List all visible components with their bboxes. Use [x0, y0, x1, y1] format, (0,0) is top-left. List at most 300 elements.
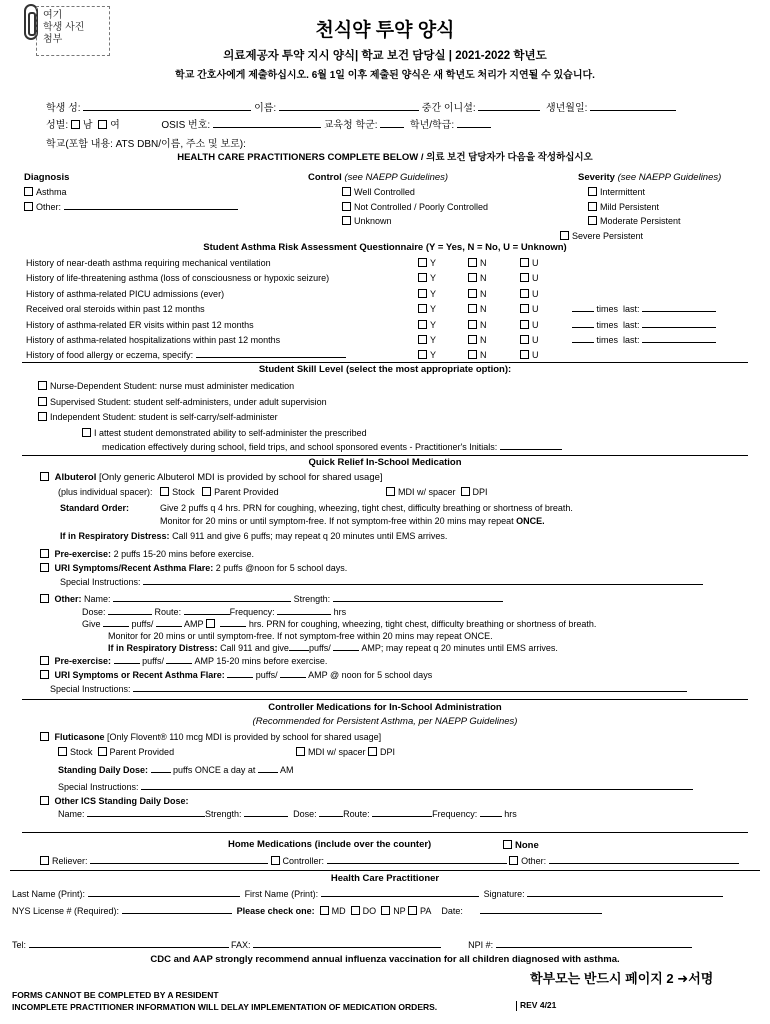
stock-label: Stock — [172, 487, 195, 497]
pre-exercise-row — [40, 549, 254, 559]
unknown-label: U — [532, 335, 539, 345]
albuterol-parent-checkbox[interactable] — [202, 487, 211, 496]
risk-no-checkbox[interactable] — [468, 289, 477, 298]
risk-question-food-row — [26, 350, 346, 360]
standing-daily-text: puffs ONCE a day at — [173, 765, 256, 775]
sex-female-label: 여 — [110, 120, 120, 131]
risk-unknown-checkbox[interactable] — [520, 335, 529, 344]
control-option-label: Not Controlled / Poorly Controlled — [354, 202, 489, 212]
times-label: times — [596, 304, 619, 314]
other-med-label: Other: — [54, 594, 82, 604]
severity-option-label: Moderate Persistent — [600, 216, 681, 226]
risk-no-checkbox[interactable] — [468, 258, 477, 267]
last-field[interactable] — [642, 342, 716, 343]
yes-label: Y — [430, 320, 437, 330]
risk-question: History of life-threatening asthma (loss of consciousness or hypoxic seizure) — [26, 273, 330, 283]
control-note: (see NAEPP Guidelines) — [344, 172, 449, 183]
interval-field[interactable] — [220, 626, 246, 627]
severity-intermittent-checkbox[interactable] — [588, 187, 597, 196]
control-title: Control — [308, 172, 342, 183]
controller-label: Controller: — [282, 856, 325, 866]
other-uri-amp-field[interactable] — [280, 677, 306, 678]
amp-checkbox[interactable] — [206, 619, 215, 628]
reliever-checkbox[interactable] — [40, 856, 49, 865]
spacer-note: (plus individual spacer): — [58, 487, 153, 497]
home-none-label: None — [515, 840, 539, 851]
hcp-first-name-field[interactable] — [321, 896, 479, 897]
puffs-label: puffs/ — [131, 619, 154, 629]
risk-question: History of near-death asthma requiring mechanical ventilation — [26, 258, 271, 268]
daily-puffs-field[interactable] — [151, 772, 171, 773]
attest-row-2 — [102, 442, 562, 452]
other-med-dose-row — [82, 607, 346, 617]
risk-unknown-checkbox[interactable] — [520, 350, 529, 359]
sex-male-label: 남 — [82, 120, 93, 131]
diagnosis-title: Diagnosis — [24, 172, 70, 183]
fluticasone-note: [Only Flovent® 110 mcg MDI is provided by school for shared usage] — [107, 732, 382, 742]
attest-row — [82, 428, 367, 438]
distress-amp-field[interactable] — [333, 650, 359, 651]
risk-no-checkbox[interactable] — [468, 304, 477, 313]
diagnosis-other-checkbox[interactable] — [24, 202, 33, 211]
reliever-field[interactable] — [90, 863, 268, 864]
hcp-signature-field[interactable] — [527, 896, 723, 897]
albuterol-mdi-checkbox[interactable] — [386, 487, 395, 496]
risk-yes-checkbox[interactable] — [418, 350, 427, 359]
pre-exercise-checkbox[interactable] — [40, 549, 49, 558]
other-uri-text: AMP @ noon for 5 school days — [308, 670, 433, 680]
skill-independent-checkbox[interactable] — [38, 412, 47, 421]
severity-mild-checkbox[interactable] — [588, 202, 597, 211]
risk-yes-checkbox[interactable] — [418, 273, 427, 282]
other-order-text: Monitor for 20 mins or until symptom-free. If not symptom-free within 20 mins may repeat ONCE. — [108, 631, 493, 641]
student-dob-label: 생년월일: — [545, 103, 588, 114]
fax-label: FAX: — [231, 940, 251, 950]
yes-label: Y — [430, 350, 437, 360]
uri-checkbox[interactable] — [40, 563, 49, 572]
puffs-label: puffs/ — [308, 643, 331, 653]
distress-row — [60, 531, 447, 541]
npi-field[interactable] — [496, 947, 692, 948]
times-field[interactable] — [572, 327, 594, 328]
daily-time-field[interactable] — [258, 772, 278, 773]
std-order-text: Monitor for 20 mins or until symptom-free. If not symptom-free within 20 mins may repeat — [160, 516, 514, 526]
risk-yes-checkbox[interactable] — [418, 304, 427, 313]
times-last-row — [572, 320, 716, 330]
risk-unknown-checkbox[interactable] — [520, 289, 529, 298]
hcp-name-row — [12, 889, 723, 899]
page-subtitle: 의료제공자 투약 지시 양식| 학교 보건 담당실 | 2021-2022 학년도 — [223, 50, 547, 62]
ics-dose-field[interactable] — [319, 816, 343, 817]
ics-name-field[interactable] — [87, 816, 205, 817]
other-order-text: hrs. PRN for coughing, wheezing, tight chest, difficulty breathing or shortness of breath. — [248, 619, 597, 629]
home-none-row — [503, 840, 539, 852]
check-one-label: Please check one: — [236, 906, 315, 916]
home-other-field[interactable] — [549, 863, 739, 864]
sex-female-checkbox[interactable] — [98, 120, 107, 129]
last-label: last: — [623, 335, 640, 345]
other-pre-row — [40, 656, 327, 666]
times-last-row — [572, 335, 716, 345]
control-option — [342, 187, 415, 197]
no-label: N — [480, 273, 487, 283]
uri-label: URI Symptoms or Recent Asthma Flare: — [54, 670, 225, 680]
other-ics-checkbox[interactable] — [40, 796, 49, 805]
control-option — [342, 202, 488, 212]
divider — [22, 699, 748, 700]
no-label: N — [480, 304, 487, 314]
severity-moderate-checkbox[interactable] — [588, 216, 597, 225]
diagnosis-asthma-row — [24, 187, 67, 197]
pre-exercise-label: Pre-exercise: — [54, 549, 112, 559]
parent-sign-text: 학부모는 반드시 페이지 2 — [530, 971, 674, 986]
page-title: 천식약 투약 양식 — [315, 20, 455, 41]
parent-sign-notice — [530, 972, 713, 987]
controller-special-row — [58, 782, 693, 792]
home-other-label: Other: — [521, 856, 547, 866]
severity-option — [560, 231, 643, 241]
other-ics-label: Other ICS Standing Daily Dose: — [54, 796, 189, 806]
other-med-name-field[interactable] — [113, 601, 291, 602]
skill-supervised-checkbox[interactable] — [38, 397, 47, 406]
hcp-contact-row — [12, 940, 692, 950]
hcp-last-name-label: Last Name (Print): — [12, 889, 86, 899]
amp-field[interactable] — [156, 626, 182, 627]
no-label: N — [480, 335, 487, 345]
amp-label: AMP — [183, 619, 204, 629]
pa-label: PA — [420, 906, 432, 916]
yes-label: Y — [430, 289, 437, 299]
albuterol-dpi-checkbox[interactable] — [461, 487, 470, 496]
control-well-checkbox[interactable] — [342, 187, 351, 196]
other-distress-text: AMP; may repeat q 20 minutes until EMS arrives. — [361, 643, 558, 653]
student-last-name-label: 학생 성: — [46, 103, 81, 114]
np-checkbox[interactable] — [381, 906, 390, 915]
diagnosis-asthma-checkbox[interactable] — [24, 187, 33, 196]
grade-class-field[interactable] — [457, 127, 491, 128]
hrs-label: hrs — [333, 607, 347, 617]
practitioner-initials-field[interactable] — [500, 449, 562, 450]
risk-no-checkbox[interactable] — [468, 335, 477, 344]
other-ics-detail-row — [58, 809, 517, 819]
other-med-strength-field[interactable] — [333, 601, 503, 602]
other-pre-amp-field[interactable] — [166, 663, 192, 664]
risk-yes-checkbox[interactable] — [418, 320, 427, 329]
other-special-instructions-field[interactable] — [133, 691, 687, 692]
student-dob-field[interactable] — [590, 110, 676, 111]
home-none-checkbox[interactable] — [503, 840, 512, 849]
other-ics-row — [40, 796, 189, 806]
other-med-give-row — [82, 619, 596, 629]
skill-option-label: Supervised Student: student self-administers, under adult supervision — [50, 397, 327, 407]
last-field[interactable] — [642, 311, 716, 312]
divider — [22, 455, 748, 456]
albuterol-device-row — [386, 487, 488, 497]
skill-option-label: Independent Student: student is self-carry/self-administer — [50, 412, 278, 422]
hcp-banner: HEALTH CARE PRACTITIONERS COMPLETE BELOW / 의료 보건 담당자가 다음을 작성하십시오 — [177, 152, 593, 163]
controller-checkbox[interactable] — [271, 856, 280, 865]
unknown-label: U — [532, 273, 539, 283]
risk-no-checkbox[interactable] — [468, 320, 477, 329]
risk-yes-checkbox[interactable] — [418, 258, 427, 267]
times-field[interactable] — [572, 342, 594, 343]
route-field[interactable] — [184, 614, 230, 615]
incomplete-notice: INCOMPLETE PRACTITIONER INFORMATION WILL DELAY IMPLEMENTATION OF MEDICATION ORDERS. — [12, 1002, 438, 1012]
strength-label: Strength: — [293, 594, 331, 604]
no-label: N — [480, 350, 487, 360]
divider — [10, 870, 760, 871]
attest-checkbox[interactable] — [82, 428, 91, 437]
control-option-label: Unknown — [354, 216, 392, 226]
albuterol-checkbox[interactable] — [40, 472, 49, 481]
pa-checkbox[interactable] — [408, 906, 417, 915]
am-label: AM — [279, 765, 294, 775]
student-name-row — [46, 103, 676, 115]
skill-option — [38, 397, 327, 407]
frequency-label: Frequency: — [432, 809, 478, 819]
other-med-checkbox[interactable] — [40, 594, 49, 603]
last-field[interactable] — [642, 327, 716, 328]
risk-unknown-checkbox[interactable] — [520, 258, 529, 267]
hcp-date-field[interactable] — [480, 913, 602, 914]
severity-title: Severity — [578, 172, 615, 183]
fluticasone-supply-row — [58, 747, 174, 757]
dose-label: Dose: — [82, 607, 106, 617]
risk-no-checkbox[interactable] — [468, 350, 477, 359]
times-field[interactable] — [572, 311, 594, 312]
fluticasone-device-row — [296, 747, 395, 757]
photo-label-line: 여기 — [43, 10, 63, 21]
dose-field[interactable] — [108, 614, 152, 615]
student-first-name-field[interactable] — [279, 110, 419, 111]
home-title: Home Medications (include over the counter) — [228, 839, 432, 850]
dpi-label: DPI — [472, 487, 488, 497]
control-unknown-checkbox[interactable] — [342, 216, 351, 225]
distress-text: Call 911 and give 6 puffs; may repeat q 20 minutes until EMS arrives. — [172, 531, 448, 541]
student-last-name-field[interactable] — [83, 110, 251, 111]
parent-provided-label: Parent Provided — [109, 747, 175, 757]
student-first-name-label: 이름: — [254, 103, 277, 114]
hcp-first-name-label: First Name (Print): — [244, 889, 319, 899]
last-label: last: — [623, 320, 640, 330]
std-order-once: ONCE. — [516, 516, 545, 526]
fax-field[interactable] — [253, 947, 441, 948]
resident-notice: FORMS CANNOT BE COMPLETED BY A RESIDENT — [12, 990, 219, 1000]
no-label: N — [480, 258, 487, 268]
skill-nurse-checkbox[interactable] — [38, 381, 47, 390]
yes-label: Y — [430, 258, 437, 268]
hcp-date-label: Date: — [441, 906, 463, 916]
hcp-signature-label: Signature: — [483, 889, 525, 899]
sex-label: 성별: — [46, 120, 69, 131]
fluticasone-mdi-checkbox[interactable] — [296, 747, 305, 756]
frequency-label: Frequency: — [229, 607, 275, 617]
other-pre-puffs-field[interactable] — [114, 663, 140, 664]
npi-label: NPI #: — [468, 940, 494, 950]
severity-severe-checkbox[interactable] — [560, 231, 569, 240]
md-checkbox[interactable] — [320, 906, 329, 915]
other-uri-puffs-field[interactable] — [227, 677, 253, 678]
diagnosis-asthma-label: Asthma — [36, 187, 67, 197]
control-option — [342, 216, 392, 226]
flu-recommendation: CDC and AAP strongly recommend annual influenza vaccination for all children diagnosed with asthma. — [150, 954, 620, 965]
route-label: Route: — [343, 809, 370, 819]
other-med-row — [40, 594, 503, 604]
route-label: Route: — [154, 607, 182, 617]
risk-question: History of asthma-related ER visits within past 12 months — [26, 320, 254, 330]
skill-option — [38, 412, 278, 422]
severity-option-label: Intermittent — [600, 187, 646, 197]
risk-yes-checkbox[interactable] — [418, 335, 427, 344]
other-distress-text: Call 911 and give — [220, 643, 289, 653]
std-order-label: Standard Order: — [60, 503, 130, 513]
osis-label: OSIS 번호: — [161, 120, 211, 131]
school-label: 학교(포함 내용: ATS DBN/이름, 주소 및 보로): — [46, 139, 246, 150]
fluticasone-stock-checkbox[interactable] — [58, 747, 67, 756]
special-row — [60, 577, 703, 587]
fluticasone-label: Fluticasone — [54, 732, 105, 742]
times-label: times — [596, 320, 619, 330]
risk-question: History of food allergy or eczema, specify: — [26, 350, 194, 360]
tel-field[interactable] — [29, 947, 229, 948]
other-pre-checkbox[interactable] — [40, 656, 49, 665]
ics-frequency-field[interactable] — [480, 816, 502, 817]
skill-option — [38, 381, 294, 391]
times-label: times — [596, 335, 619, 345]
district-label: 교육청 학군: — [323, 120, 378, 131]
quick-title: Quick Relief In-School Medication — [308, 457, 462, 468]
attest-text: I attest student demonstrated ability to self-administer the prescribed — [94, 428, 367, 438]
parent-sign-tail: 서명 — [688, 971, 714, 986]
puffs-field[interactable] — [103, 626, 129, 627]
hcp-title: Health Care Practitioner — [330, 873, 440, 884]
albuterol-stock-checkbox[interactable] — [160, 487, 169, 496]
controller-field[interactable] — [327, 863, 507, 864]
fluticasone-row — [40, 732, 381, 742]
risk-unknown-checkbox[interactable] — [520, 320, 529, 329]
puffs-label: puffs/ — [255, 670, 278, 680]
hcp-license-label: NYS License # (Required): — [12, 906, 120, 916]
risk-no-checkbox[interactable] — [468, 273, 477, 282]
special-instructions-label: Special Instructions: — [50, 684, 131, 694]
skill-option-label: Nurse-Dependent Student: nurse must administer medication — [50, 381, 295, 391]
name-label: Name: — [58, 809, 85, 819]
standing-daily-label: Standing Daily Dose: — [58, 765, 149, 775]
dose-label: Dose: — [293, 809, 317, 819]
control-poor-checkbox[interactable] — [342, 202, 351, 211]
controller-special-instructions-field[interactable] — [141, 789, 693, 790]
stock-label: Stock — [70, 747, 93, 757]
divider — [22, 832, 748, 833]
severity-title-row — [578, 173, 721, 184]
parent-provided-label: Parent Provided — [214, 487, 279, 497]
times-last-row — [572, 304, 716, 314]
unknown-label: U — [532, 258, 539, 268]
frequency-field[interactable] — [277, 614, 331, 615]
give-label: Give — [82, 619, 101, 629]
severity-option — [588, 216, 681, 226]
risk-unknown-checkbox[interactable] — [520, 273, 529, 282]
photo-label-line: 학생 사진 — [43, 22, 85, 33]
revision-label: REV 4/21 — [516, 1001, 556, 1011]
yes-label: Y — [430, 273, 437, 283]
risk-question: History of asthma-related PICU admissions (ever) — [26, 289, 225, 299]
special-instructions-label: Special Instructions: — [60, 577, 141, 587]
home-meds-row — [40, 856, 739, 866]
osis-field[interactable] — [213, 127, 321, 128]
attest-text: medication effectively during school, field trips, and school sponsored events - Practitioner's Initials: — [102, 442, 498, 452]
puffs-label: puffs/ — [142, 656, 164, 666]
other-distress-row — [108, 643, 558, 653]
severity-option — [588, 187, 645, 197]
uri-label: URI Symptoms/Recent Asthma Flare: — [54, 563, 214, 573]
no-label: N — [480, 289, 487, 299]
severity-note: (see NAEPP Guidelines) — [617, 172, 722, 183]
md-label: MD — [331, 906, 346, 916]
distress-puffs-field[interactable] — [289, 650, 309, 651]
student-middle-initial-label: 중간 이니셜: — [421, 103, 476, 114]
np-label: NP — [393, 906, 406, 916]
mdi-spacer-label: MDI w/ spacer — [398, 487, 456, 497]
risk-question: History of asthma-related hospitalizations within past 12 months — [26, 335, 281, 345]
severity-option-label: Severe Persistent — [572, 231, 644, 241]
dpi-label: DPI — [380, 747, 396, 757]
diagnosis-other-field[interactable] — [64, 209, 238, 210]
special-instructions-field[interactable] — [143, 584, 703, 585]
albuterol-note: [Only generic Albuterol MDI is provided by school for shared usage] — [98, 472, 383, 483]
sex-male-checkbox[interactable] — [71, 120, 80, 129]
standing-daily-row — [58, 765, 293, 775]
food-allergy-field[interactable] — [196, 357, 346, 358]
hcp-last-name-field[interactable] — [88, 896, 240, 897]
home-other-checkbox[interactable] — [509, 856, 518, 865]
student-middle-initial-field[interactable] — [478, 110, 540, 111]
risk-unknown-checkbox[interactable] — [520, 304, 529, 313]
pre-exercise-text: 2 puffs 15-20 mins before exercise. — [113, 549, 254, 559]
other-uri-checkbox[interactable] — [40, 670, 49, 679]
albuterol-label: Albuterol — [54, 472, 97, 483]
tel-label: Tel: — [12, 940, 27, 950]
do-label: DO — [362, 906, 377, 916]
fluticasone-dpi-checkbox[interactable] — [368, 747, 377, 756]
fluticasone-checkbox[interactable] — [40, 732, 49, 741]
special-instructions-label: Special Instructions: — [58, 782, 139, 792]
other-special-row — [50, 684, 687, 694]
skill-title: Student Skill Level (select the most appropriate option): — [258, 364, 512, 375]
ics-strength-field[interactable] — [244, 816, 288, 817]
yes-label: Y — [430, 304, 437, 314]
albuterol-row — [40, 472, 383, 484]
risk-question: Received oral steroids within past 12 months — [26, 304, 205, 314]
risk-yes-checkbox[interactable] — [418, 289, 427, 298]
district-field[interactable] — [380, 127, 404, 128]
severity-option — [588, 202, 659, 212]
mdi-spacer-label: MDI w/ spacer — [308, 747, 366, 757]
uri-text: 2 puffs @noon for 5 school days. — [215, 563, 348, 573]
std-order-text: Give 2 puffs q 4 hrs. PRN for coughing, wheezing, tight chest, difficulty breathing or shortness of breath. — [160, 503, 573, 513]
diagnosis-other-label: Other: — [36, 202, 62, 212]
hcp-license-field[interactable] — [122, 913, 232, 914]
fluticasone-parent-checkbox[interactable] — [98, 747, 107, 756]
do-checkbox[interactable] — [351, 906, 360, 915]
other-pre-text: AMP 15-20 mins before exercise. — [194, 656, 328, 666]
control-option-label: Well Controlled — [354, 187, 415, 197]
ics-route-field[interactable] — [372, 816, 432, 817]
strength-label: Strength: — [205, 809, 242, 819]
std-order-row-2 — [160, 516, 545, 526]
reliever-label: Reliever: — [52, 856, 88, 866]
pre-exercise-label: Pre-exercise: — [54, 656, 112, 666]
